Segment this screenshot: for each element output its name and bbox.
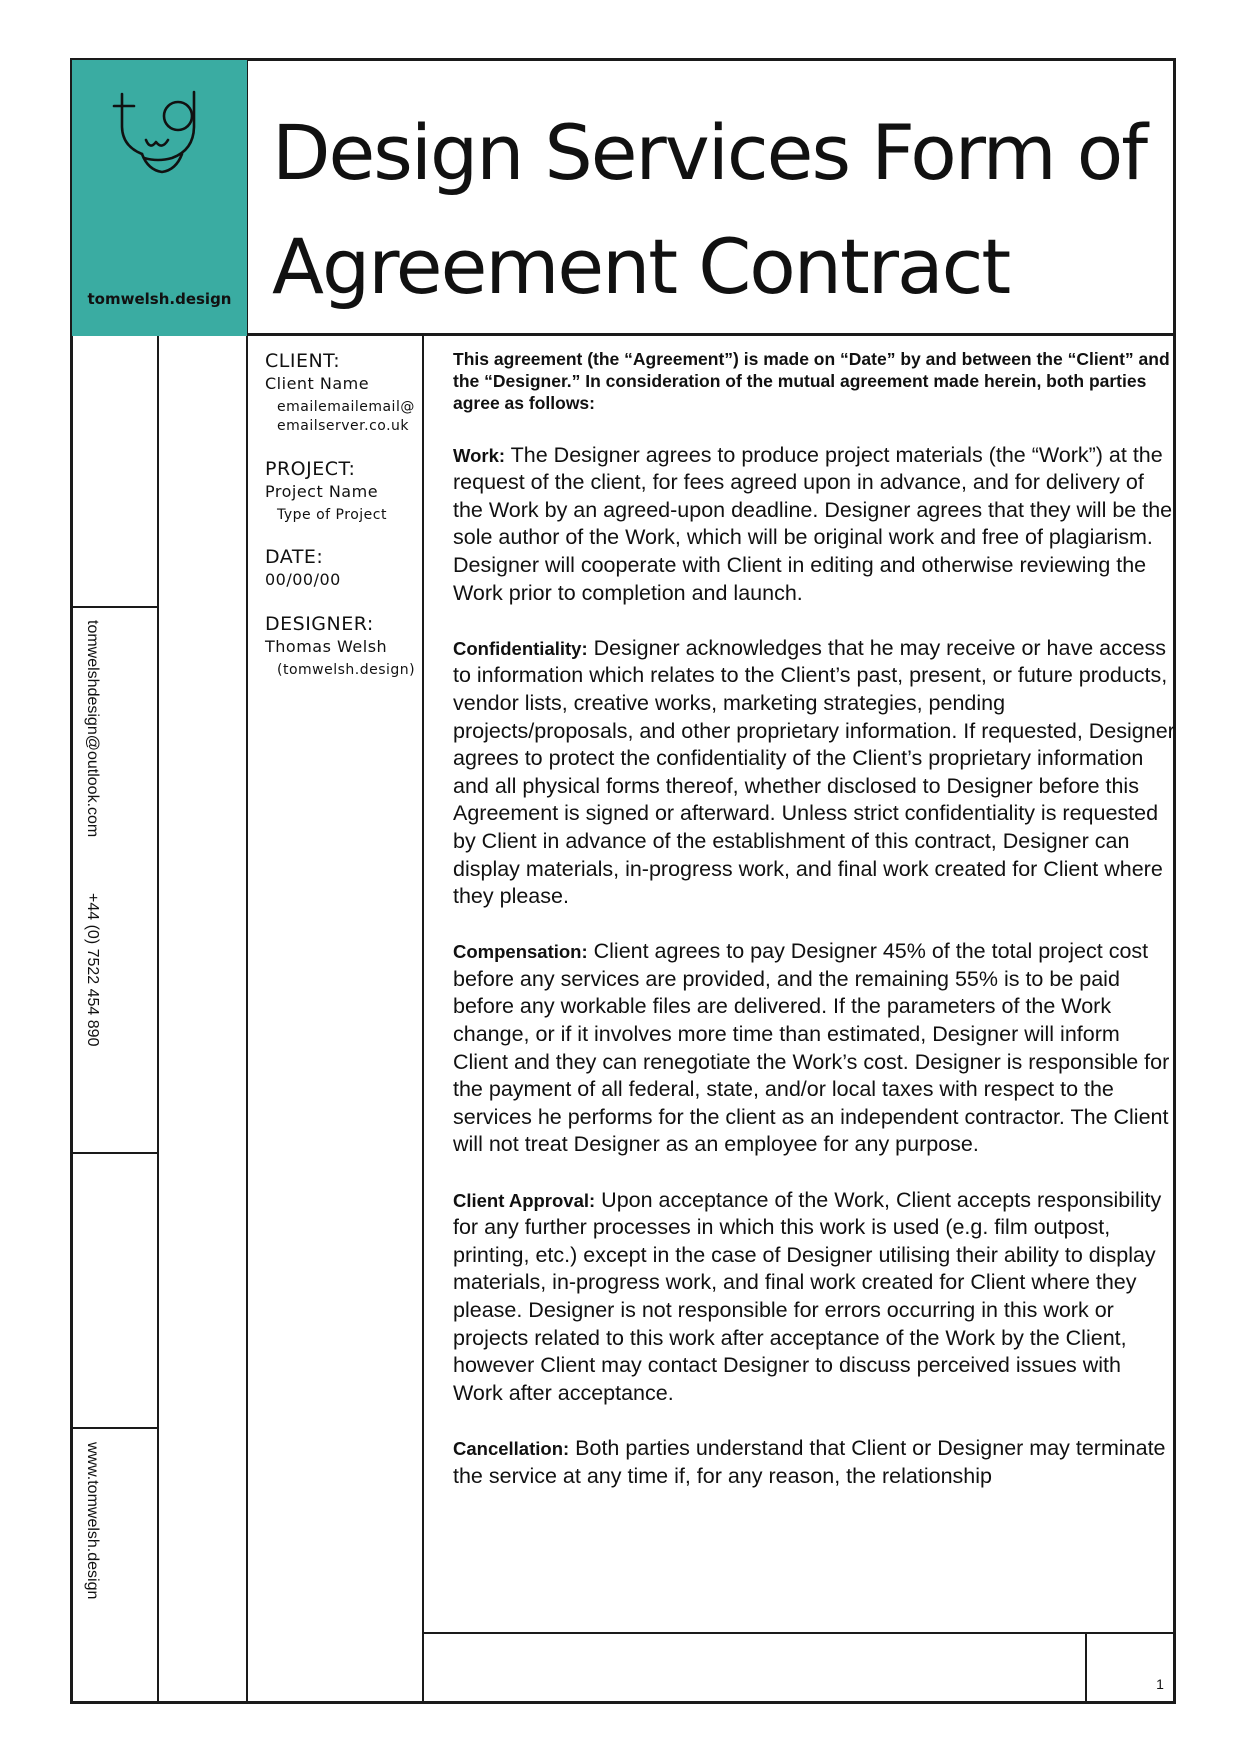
designer-name: Thomas Welsh <box>265 637 388 656</box>
contact-phone: +44 (0) 7522 454 890 <box>84 893 101 1047</box>
section-title: Cancellation: <box>453 1437 570 1459</box>
section-work <box>453 442 1175 608</box>
section-title: Confidentiality: <box>453 637 588 659</box>
section-title: Compensation: <box>453 941 588 963</box>
date-value: 00/00/00 <box>265 570 341 589</box>
page-number: 1 <box>1156 1676 1164 1692</box>
project-label: PROJECT: <box>265 458 356 480</box>
client-email-line2: emailserver.co.uk <box>277 418 410 434</box>
col-divider-1 <box>157 333 159 1703</box>
section-client-approval <box>453 1187 1175 1408</box>
agreement-body <box>453 348 1175 1518</box>
client-name: Client Name <box>265 374 370 393</box>
designer-label: DESIGNER: <box>265 613 374 635</box>
sidebar-divider-1 <box>70 606 159 608</box>
section-text: Upon acceptance of the Work, Client accepts responsibility for any further processes in which this work is used (e.g. film outpost, printing, etc.) except in the case of Designer utilising their ability to display materials, in-progress work, and final work created for Client where they please. Designer is not responsible for errors occurring in this work or projects related to this work after acceptance of the Work by the Client, however Client may contact Designer to discuss perceived issues with Work after acceptance. <box>453 1187 1162 1405</box>
project-name: Project Name <box>265 482 379 501</box>
section-text: The Designer agrees to produce project materials (the “Work”) at the request of the client, for fees agreed upon in advance, and for delivery of the Work by an agreed-upon deadline. Designer agrees that they will be the sole author of the Work, which will be original work and free of plagiarism. Designer will cooperate with Client in editing and otherwise reviewing the Work prior to completion and launch. <box>453 442 1173 605</box>
section-title: Client Approval: <box>453 1189 596 1211</box>
intro-paragraph: This agreement (the “Agreement”) is made on “Date” by and between the “Client” and the “Designer.” In consideration of the mutual agreement made herein, both parties agree as follows: <box>453 349 1170 413</box>
section-title: Work: <box>453 444 506 466</box>
project-type: Type of Project <box>277 507 387 523</box>
footer-divider <box>422 1632 1176 1634</box>
client-email-line1: emailemailemail@ <box>277 399 415 415</box>
section-compensation <box>453 938 1175 1159</box>
section-text: Designer acknowledges that he may receive or have access to information which relates to the Client’s past, present, or future products, vendor lists, creative works, marketing strategies, pending projects/proposals, and other proprietary information. If requested, Designer agrees to protect the confidentiality of the Client’s proprietary information and all physical forms thereof, whether disclosed to Designer before this Agreement is signed or afterward. Unless strict confidentiality is requested by Client in advance of the establishment of this contract, Designer can display materials, in-progress work, and final work created for Client where they please. <box>453 635 1175 909</box>
section-confidentiality <box>453 635 1175 911</box>
section-text: Client agrees to pay Designer 45% of the total project cost before any services are provided, and the remaining 55% is to be paid before any workable files are delivered. If the parameters of the Work change, or if it involves more time than estimated, Designer will inform Client and they can renegotiate the Work’s cost. Designer is responsible for the payment of all federal, state, and/or local taxes with respect to the services he performs for the client as an independent contractor. The Client will not treat Designer as an employee for any purpose. <box>453 939 1170 1157</box>
date-label: DATE: <box>265 546 324 568</box>
brand-block <box>72 60 247 336</box>
sidebar-divider-2 <box>70 1152 159 1154</box>
col-divider-3 <box>422 333 424 1703</box>
brand-name: tomwelsh.design <box>87 290 232 308</box>
frame-bottom <box>70 1701 1176 1704</box>
page-number-divider <box>1085 1632 1087 1703</box>
designer-handle: (tomwelsh.design) <box>277 662 416 678</box>
section-text: Both parties understand that Client or Designer may terminate the service at any time if, for any reason, the relationship <box>453 1435 1166 1488</box>
section-cancellation <box>453 1435 1175 1490</box>
contact-email: tomwelshdesign@outlook.com <box>84 620 101 838</box>
page-title: Design Services Form of Agreement Contract <box>272 108 1147 311</box>
client-label: CLIENT: <box>265 350 341 372</box>
logo-icon <box>112 88 212 178</box>
contact-website: www.tomwelsh.design <box>84 1442 101 1600</box>
sidebar-divider-3 <box>70 1427 159 1429</box>
